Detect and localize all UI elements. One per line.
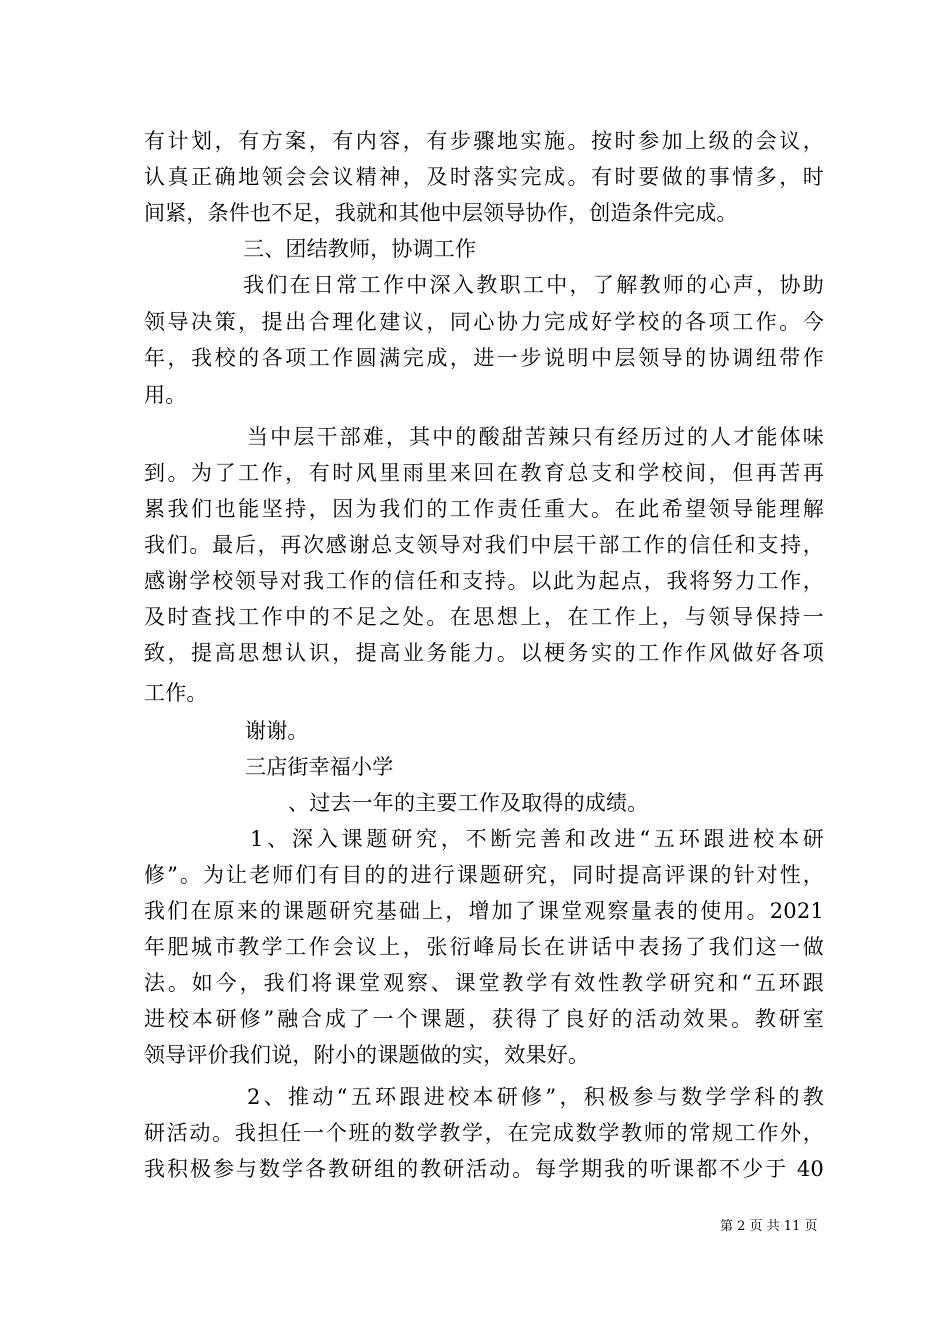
paragraph-line: 我们在日常工作中深入教职工中，了解教师的心声，协助 (243, 273, 824, 297)
paragraph-line: 2、推动“五环跟进校本研修”，积极参与数学学科的教 (247, 1085, 824, 1109)
signature-school: 三店街幸福小学 (245, 755, 394, 779)
paragraph-line: 年肥城市教学工作会议上，张衍峰局长在讲话中表扬了我们这一做 (144, 935, 824, 959)
paragraph-line: 我们。最后，再次感谢总支领导对我们中层干部工作的信任和支持， (144, 533, 824, 557)
paragraph-line: 及时查找工作中的不足之处。在思想上，在工作上，与领导保持一 (144, 605, 824, 629)
paragraph-line: 感谢学校领导对我工作的信任和支持。以此为起点，我将努力工作， (144, 569, 824, 593)
paragraph-line: 累我们也能坚持，因为我们的工作责任重大。在此希望领导能理解 (144, 497, 824, 521)
closing-thanks: 谢谢。 (245, 719, 309, 743)
paragraph-line: 研活动。我担任一个班的数学教学，在完成数学教师的常规工作外， (144, 1121, 824, 1145)
paragraph-line: 修”。为让老师们有目的的进行课题研究，同时提高评课的针对性， (144, 863, 824, 887)
paragraph-line: 用。 (144, 383, 187, 407)
paragraph-line: 致，提高思想认识，提高业务能力。以梗务实的工作作风做好各项 (144, 641, 824, 665)
paragraph-line: 间紧，条件也不足，我就和其他中层领导协作，创造条件完成。 (144, 201, 738, 225)
paragraph-line: 法。如今，我们将课堂观察、课堂教学有效性教学研究和“五环跟 (144, 971, 824, 995)
paragraph-line: 领导评价我们说，附小的课题做的实，效果好。 (144, 1043, 590, 1067)
paragraph-line: 我们在原来的课题研究基础上，增加了课堂观察量表的使用。2021 (144, 899, 824, 923)
section-heading: 三、团结教师，协调工作 (243, 237, 477, 261)
paragraph-line: 年，我校的各项工作圆满完成，进一步说明中层领导的协调纽带作 (144, 346, 824, 370)
paragraph-line: 进校本研修”融合成了一个课题，获得了良好的活动效果。教研室 (144, 1007, 824, 1031)
paragraph-line: 工作。 (144, 681, 208, 705)
paragraph-line: 领导决策，提出合理化建议，同心协力完成好学校的各项工作。今 (144, 310, 824, 334)
paragraph-line: 认真正确地领会会议精神，及时落实完成。有时要做的事情多，时 (144, 165, 824, 189)
paragraph-line: 1、深入课题研究，不断完善和改进“五环跟进校本研 (250, 827, 824, 851)
section-heading: 、过去一年的主要工作及取得的成绩。 (288, 791, 649, 815)
paragraph-line: 当中层干部难，其中的酸甜苦辣只有经历过的人才能体味 (247, 425, 824, 449)
paragraph-line: 有计划，有方案，有内容，有步骤地实施。按时参加上级的会议， (144, 129, 824, 153)
paragraph-line: 到。为了工作，有时风里雨里来回在教育总支和学校间，但再苦再 (144, 461, 824, 485)
page-number-footer: 第 2 页 共 11 页 (720, 1219, 818, 1234)
paragraph-line: 我积极参与数学各教研组的教研活动。每学期我的听课都不少于 40 (144, 1157, 824, 1181)
